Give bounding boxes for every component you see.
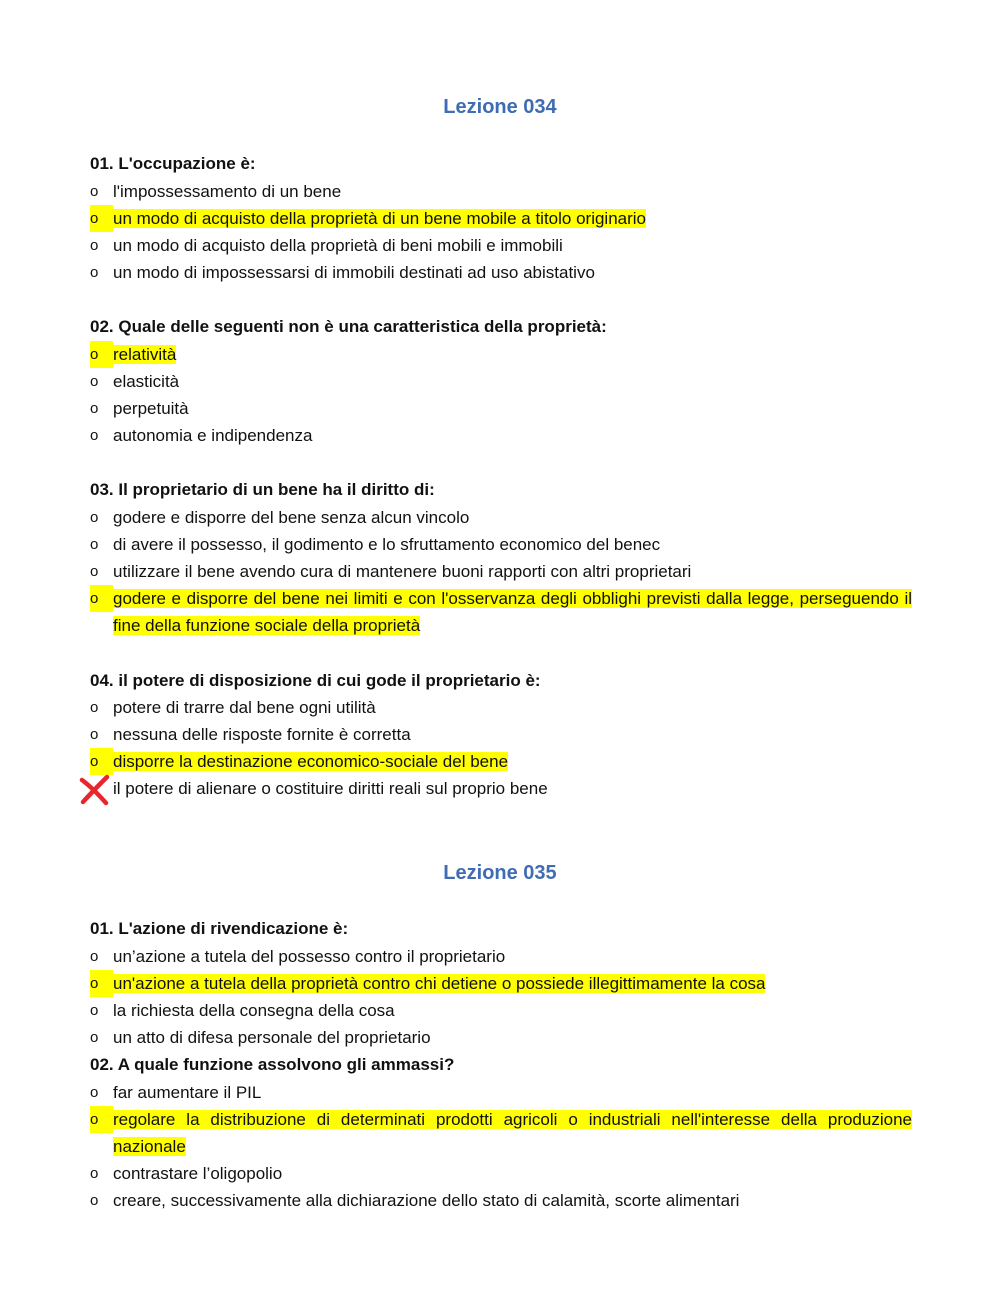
answer-option-correct[interactable] bbox=[90, 1106, 912, 1160]
answer-option[interactable] bbox=[90, 395, 912, 422]
radio-bullet-icon: o bbox=[90, 1106, 113, 1133]
radio-bullet-icon: o bbox=[90, 563, 99, 580]
radio-bullet-icon: o bbox=[90, 1192, 99, 1209]
radio-bullet-icon: o bbox=[90, 341, 113, 368]
question-title: 04. il potere di disposizione di cui gode il proprietario è: bbox=[90, 671, 541, 690]
radio-bullet-icon: o bbox=[90, 748, 113, 775]
answer-option-correct[interactable] bbox=[90, 205, 646, 232]
radio-bullet-icon: o bbox=[90, 509, 99, 526]
option-text: il potere di alienare o costituire diritti reali sul proprio bene bbox=[113, 779, 548, 798]
answer-option[interactable] bbox=[90, 531, 912, 558]
radio-bullet-icon: o bbox=[90, 1165, 99, 1182]
option-text: far aumentare il PIL bbox=[113, 1083, 262, 1102]
radio-bullet-icon: o bbox=[90, 427, 99, 444]
option-text: un atto di difesa personale del proprietario bbox=[113, 1028, 431, 1047]
radio-bullet-icon: o bbox=[90, 726, 99, 743]
answer-option[interactable] bbox=[90, 178, 912, 205]
answer-option[interactable] bbox=[90, 368, 912, 395]
option-text: un’azione a tutela del possesso contro il proprietario bbox=[113, 947, 506, 966]
option-text-highlighted: relatività bbox=[113, 345, 177, 364]
lesson-title: Lezione 035 bbox=[443, 862, 557, 884]
answer-option[interactable] bbox=[90, 1187, 912, 1214]
question-title: 02. A quale funzione assolvono gli ammassi? bbox=[90, 1055, 455, 1074]
radio-bullet-icon: o bbox=[90, 373, 99, 390]
option-text-highlighted: un'azione a tutela della proprietà contro chi detiene o possiede illegittimamente la cosa bbox=[113, 974, 766, 993]
option-text: contrastare l’oligopolio bbox=[113, 1164, 283, 1183]
answer-option-correct[interactable] bbox=[90, 341, 176, 368]
radio-bullet-icon: o bbox=[90, 948, 99, 965]
lesson-title: Lezione 034 bbox=[443, 96, 557, 118]
radio-bullet-icon: o bbox=[90, 970, 113, 997]
question-title: 01. L'azione di rivendicazione è: bbox=[90, 919, 349, 938]
answer-option-correct[interactable] bbox=[90, 748, 508, 775]
option-text-highlighted: godere e disporre del bene nei limiti e con l'osservanza degli obblighi previsti dalla legge, perseguendo il fine della funzione sociale della proprietà bbox=[113, 589, 912, 635]
option-text: un modo di impossessarsi di immobili destinati ad uso abistativo bbox=[113, 263, 595, 282]
option-text: potere di trarre dal bene ogni utilità bbox=[113, 698, 376, 717]
option-text: la richiesta della consegna della cosa bbox=[113, 1001, 395, 1020]
answer-option[interactable] bbox=[90, 422, 912, 449]
option-text: godere e disporre del bene senza alcun vincolo bbox=[113, 508, 470, 527]
option-text-highlighted: regolare la distribuzione di determinati prodotti agricoli o industriali nell'interesse della produzione nazionale bbox=[113, 1110, 912, 1156]
option-text-highlighted: disporre la destinazione economico-sociale del bene bbox=[113, 752, 509, 771]
radio-bullet-icon: o bbox=[90, 1029, 99, 1046]
radio-bullet-icon: o bbox=[90, 1084, 99, 1101]
option-text-highlighted: un modo di acquisto della proprietà di un bene mobile a titolo originario bbox=[113, 209, 647, 228]
radio-bullet-icon: o bbox=[90, 1002, 99, 1019]
radio-bullet-icon: o bbox=[90, 400, 99, 417]
answer-option[interactable] bbox=[90, 997, 912, 1024]
answer-option-correct[interactable] bbox=[90, 970, 765, 997]
radio-bullet-icon: o bbox=[90, 585, 113, 612]
option-text: autonomia e indipendenza bbox=[113, 426, 313, 445]
red-x-icon bbox=[78, 774, 112, 806]
question-title: 03. Il proprietario di un bene ha il diritto di: bbox=[90, 480, 435, 499]
answer-option-marked-wrong[interactable] bbox=[90, 775, 912, 802]
question-title: 02. Quale delle seguenti non è una caratteristica della proprietà: bbox=[90, 317, 607, 336]
option-text: elasticità bbox=[113, 372, 180, 391]
radio-bullet-icon: o bbox=[90, 183, 99, 200]
radio-bullet-icon: o bbox=[90, 205, 113, 232]
answer-option[interactable] bbox=[90, 1160, 912, 1187]
radio-bullet-icon: o bbox=[90, 264, 99, 281]
answer-option[interactable] bbox=[90, 1024, 912, 1051]
answer-option[interactable] bbox=[90, 1079, 912, 1106]
question-title: 01. L'occupazione è: bbox=[90, 154, 256, 173]
answer-option[interactable] bbox=[90, 694, 912, 721]
radio-bullet-icon: o bbox=[90, 699, 99, 716]
option-text: utilizzare il bene avendo cura di mantenere buoni rapporti con altri proprietari bbox=[113, 562, 692, 581]
radio-bullet-icon: o bbox=[90, 237, 99, 254]
option-text: l'impossessamento di un bene bbox=[113, 182, 342, 201]
answer-option[interactable] bbox=[90, 232, 912, 259]
option-text: creare, successivamente alla dichiarazione dello stato di calamità, scorte alimentari bbox=[113, 1191, 740, 1210]
answer-option[interactable] bbox=[90, 558, 912, 585]
answer-option[interactable] bbox=[90, 721, 912, 748]
answer-option[interactable] bbox=[90, 259, 912, 286]
answer-option[interactable] bbox=[90, 943, 912, 970]
option-text: perpetuità bbox=[113, 399, 189, 418]
answer-option-correct[interactable] bbox=[90, 585, 912, 639]
option-text: nessuna delle risposte fornite è corretta bbox=[113, 725, 411, 744]
answer-option[interactable] bbox=[90, 504, 912, 531]
option-text: un modo di acquisto della proprietà di beni mobili e immobili bbox=[113, 236, 563, 255]
option-text: di avere il possesso, il godimento e lo sfruttamento economico del benec bbox=[113, 535, 661, 554]
radio-bullet-icon: o bbox=[90, 536, 99, 553]
